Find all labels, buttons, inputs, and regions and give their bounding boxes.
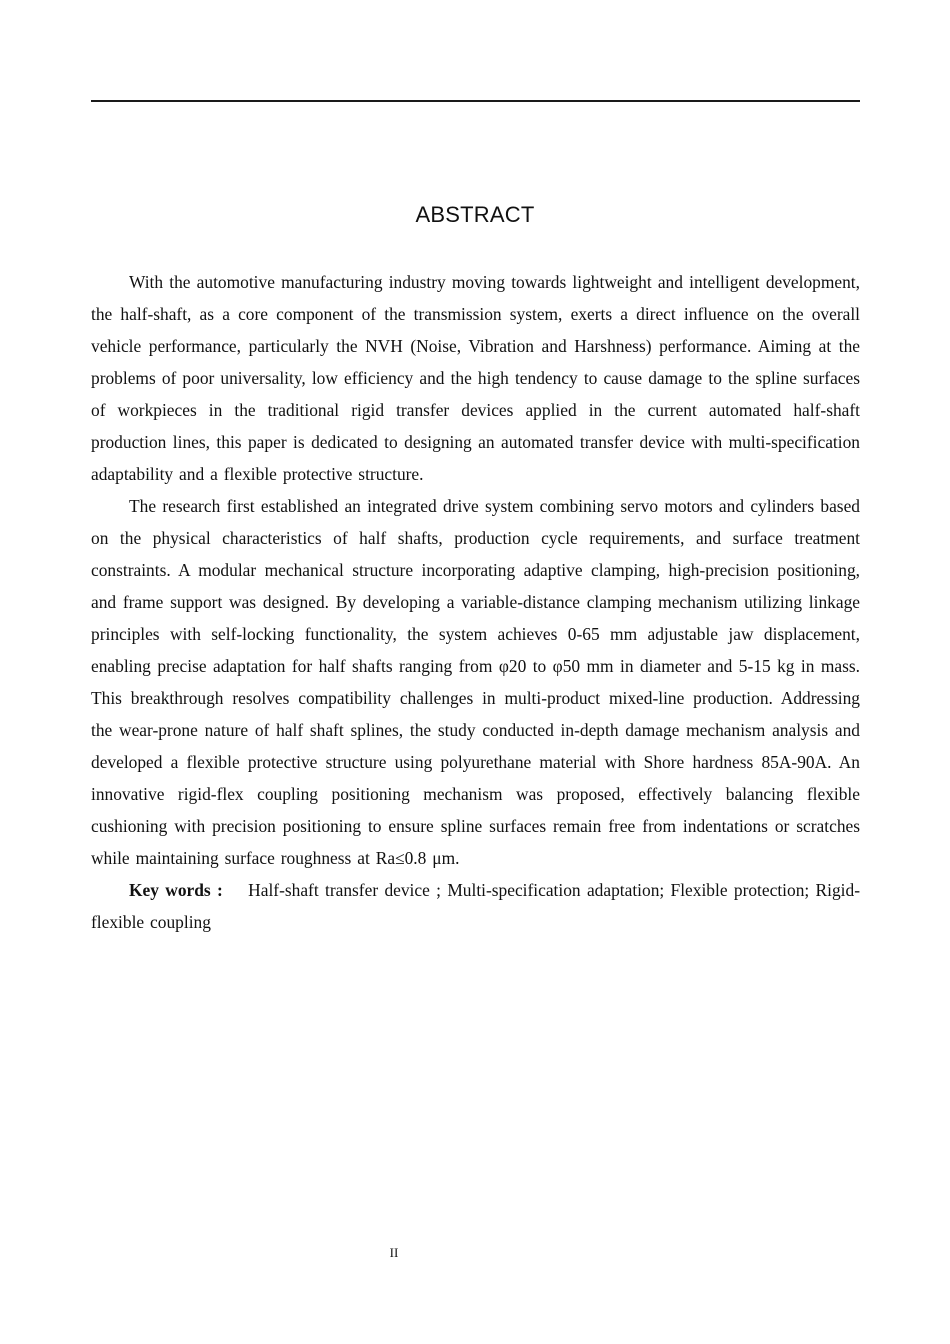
abstract-body: [91, 266, 860, 938]
keywords-text: Half-shaft transfer device ; Multi-specification adaptation; Flexible protection; Rigid-flexible coupling: [91, 880, 860, 932]
header-rule: [91, 100, 860, 102]
page-number: II: [389, 1245, 399, 1260]
abstract-paragraph-1: With the automotive manufacturing industry moving towards lightweight and intelligent development, the half-shaft, as a core component of the transmission system, exerts a direct influence on the overall vehicle performance, particularly the NVH (Noise, Vibration and Harshness) performance. Aiming at the problems of poor universality, low efficiency and the high tendency to cause damage to the spline surfaces of workpieces in the traditional rigid transfer devices applied in the current automated half-shaft production lines, this paper is dedicated to designing an automated transfer device with multi-specification adaptability and a flexible protective structure.: [91, 272, 860, 484]
abstract-paragraph-2: The research first established an integrated drive system combining servo motors and cylinders based on the physical characteristics of half shafts, production cycle requirements, and surface treatment constraints. A modular mechanical structure incorporating adaptive clamping, high-precision positioning, and frame support was designed. By developing a variable-distance clamping mechanism utilizing linkage principles with self-locking functionality, the system achieves 0-65 mm adjustable jaw displacement, enabling precise adaptation for half shafts ranging from φ20 to φ50 mm in diameter and 5-15 kg in mass. This breakthrough resolves compatibility challenges in multi-product mixed-line production. Addressing the wear-prone nature of half shaft splines, the study conducted in-depth damage mechanism analysis and developed a flexible protective structure using polyurethane material with Shore hardness 85A-90A. An innovative rigid-flex coupling positioning mechanism was proposed, effectively balancing flexible cushioning with precision positioning to ensure spline surfaces remain free from indentations or scratches while maintaining surface roughness at Ra≤0.8 μm.: [91, 496, 860, 868]
keywords-paragraph: [91, 874, 860, 938]
abstract-title: ABSTRACT: [415, 202, 535, 227]
keywords-label: Key words :: [129, 880, 223, 900]
